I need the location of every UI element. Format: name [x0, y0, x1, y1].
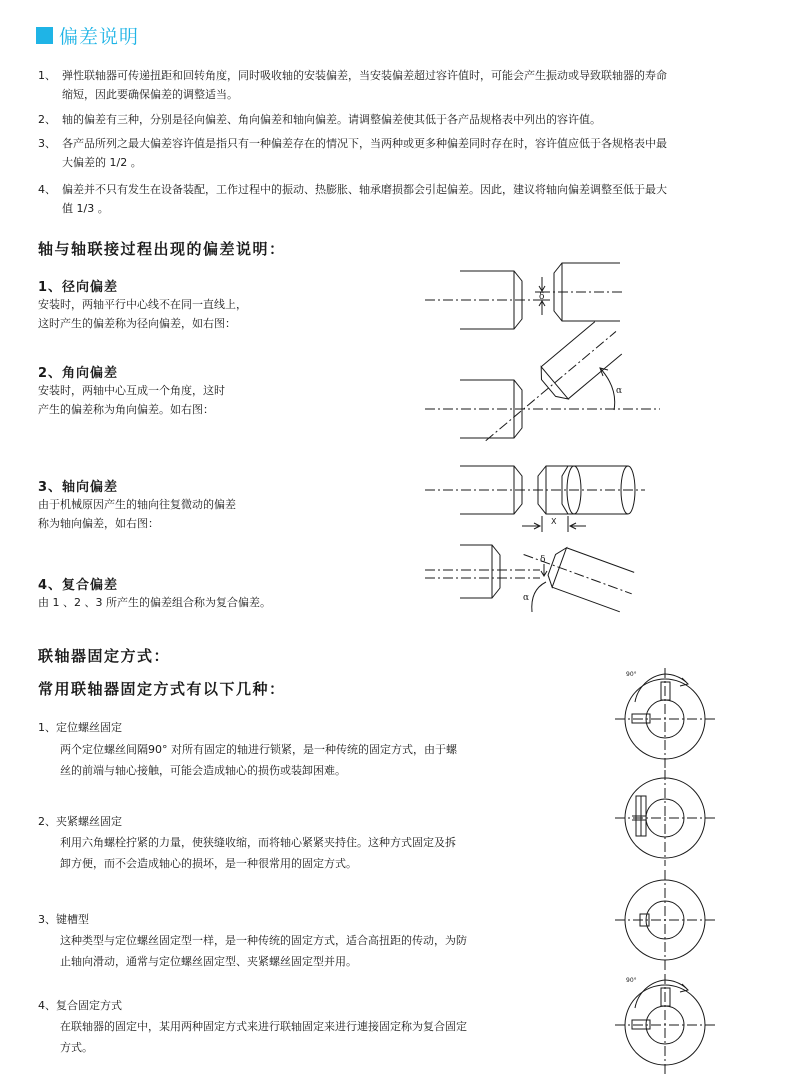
keyway-diagram — [610, 868, 720, 973]
misalign-angular: 2、角向偏差 安装时，两轴中心互成一个角度，这时 产生的偏差称为角向偏差。如右图： — [38, 362, 398, 419]
svg-text:α: α — [523, 593, 530, 603]
radial-misalignment-diagram — [420, 255, 650, 340]
misalign-compound: 4、复合偏差 由 1 、2 、3 所产生的偏差组合称为复合偏差。 — [38, 574, 398, 612]
method-2-title: 2、夹紧螺丝固定 — [38, 815, 122, 828]
method-1-text: 两个定位螺丝间隔90° 对所有固定的轴进行锁紧，是一种传统的固定方式，由于螺 丝的前端与轴心接触，可能会造成轴心的损伤或装卸困难。 — [60, 743, 457, 777]
svg-text:α: α — [616, 386, 623, 396]
page-title: 偏差说明 — [59, 25, 140, 48]
method-3-text: 这种类型与定位螺丝固定型一样，是一种传统的固定方式，适合高扭距的传动，为防 止轴向滑动，通常与定位螺丝固定型、夹紧螺丝固定型并用。 — [60, 934, 467, 968]
svg-text:δ: δ — [539, 292, 545, 302]
misalign-axial-title: 3、轴向偏差 — [38, 480, 119, 495]
method-2-text: 利用六角螺栓拧紧的力量，使狭缝收缩，而将轴心紧紧夹持住。这种方式固定及拆 卸方便，而不会造成轴心的损坏，是一种很常用的固定方式。 — [60, 836, 456, 870]
misalign-axial: 3、轴向偏差 由于机械原因产生的轴向往复微动的偏差 称为轴向偏差，如右图： — [38, 476, 398, 533]
method-4-title: 4、复合固定方式 — [38, 999, 122, 1012]
clamp-screw-diagram — [610, 768, 720, 868]
fixing-heading: 联轴器固定方式： — [38, 647, 171, 665]
note-3: 3、 各产品所列之最大偏差容许值是指只有一种偏差存在的情况下，当两种或更多种偏差同时存在时，容许值应低于各规格表中最 大偏差的 1/2 。 — [38, 137, 667, 169]
method-1-title: 1、定位螺丝固定 — [38, 721, 122, 734]
misalign-radial: 1、径向偏差 安装时，两轴平行中心线不在同一直线上， 这时产生的偏差称为径向偏差，如右图： — [38, 276, 398, 333]
svg-text:X: X — [551, 517, 557, 526]
svg-text:90°: 90° — [626, 977, 637, 984]
svg-text:90°: 90° — [626, 671, 637, 678]
compound-misalignment-diagram — [420, 540, 650, 625]
method-3-title: 3、键槽型 — [38, 913, 89, 926]
fixing-subheading: 常用联轴器固定方式有以下几种： — [38, 680, 286, 698]
method-4-text: 在联轴器的固定中，某用两种固定方式来进行联轴固定来进行連接固定称为复合固定 方式。 — [60, 1020, 467, 1054]
compound-fixing-diagram — [610, 970, 720, 1075]
title-square-icon — [36, 27, 53, 44]
svg-text:δ: δ — [540, 555, 546, 565]
angular-misalignment-diagram — [420, 330, 660, 440]
misalign-radial-title: 1、径向偏差 — [38, 280, 119, 295]
axial-misalignment-diagram — [420, 458, 650, 538]
set-screw-diagram — [610, 662, 720, 772]
misalignment-heading: 轴与轴联接过程出现的偏差说明： — [38, 240, 286, 258]
section-title — [36, 24, 139, 46]
misalign-compound-title: 4、复合偏差 — [38, 578, 119, 593]
note-2: 2、 轴的偏差有三种，分别是径向偏差、角向偏差和轴向偏差。请调整偏差使其低于各产品规格表中列出的容许值。 — [38, 113, 601, 126]
note-4: 4、 偏差并不只有发生在设备装配，工作过程中的振动、热膨胀、轴承磨损都会引起偏差。因此，建议将轴向偏差调整至低于最大 值 1/3 。 — [38, 183, 667, 215]
note-1: 1、 弹性联轴器可传递扭距和回转角度，同时吸收轴的安装偏差，当安装偏差超过容许值时，可能会产生振动或导致联轴器的寿命 缩短，因此要确保偏差的调整适当。 — [38, 69, 667, 101]
misalign-angular-title: 2、角向偏差 — [38, 366, 119, 381]
